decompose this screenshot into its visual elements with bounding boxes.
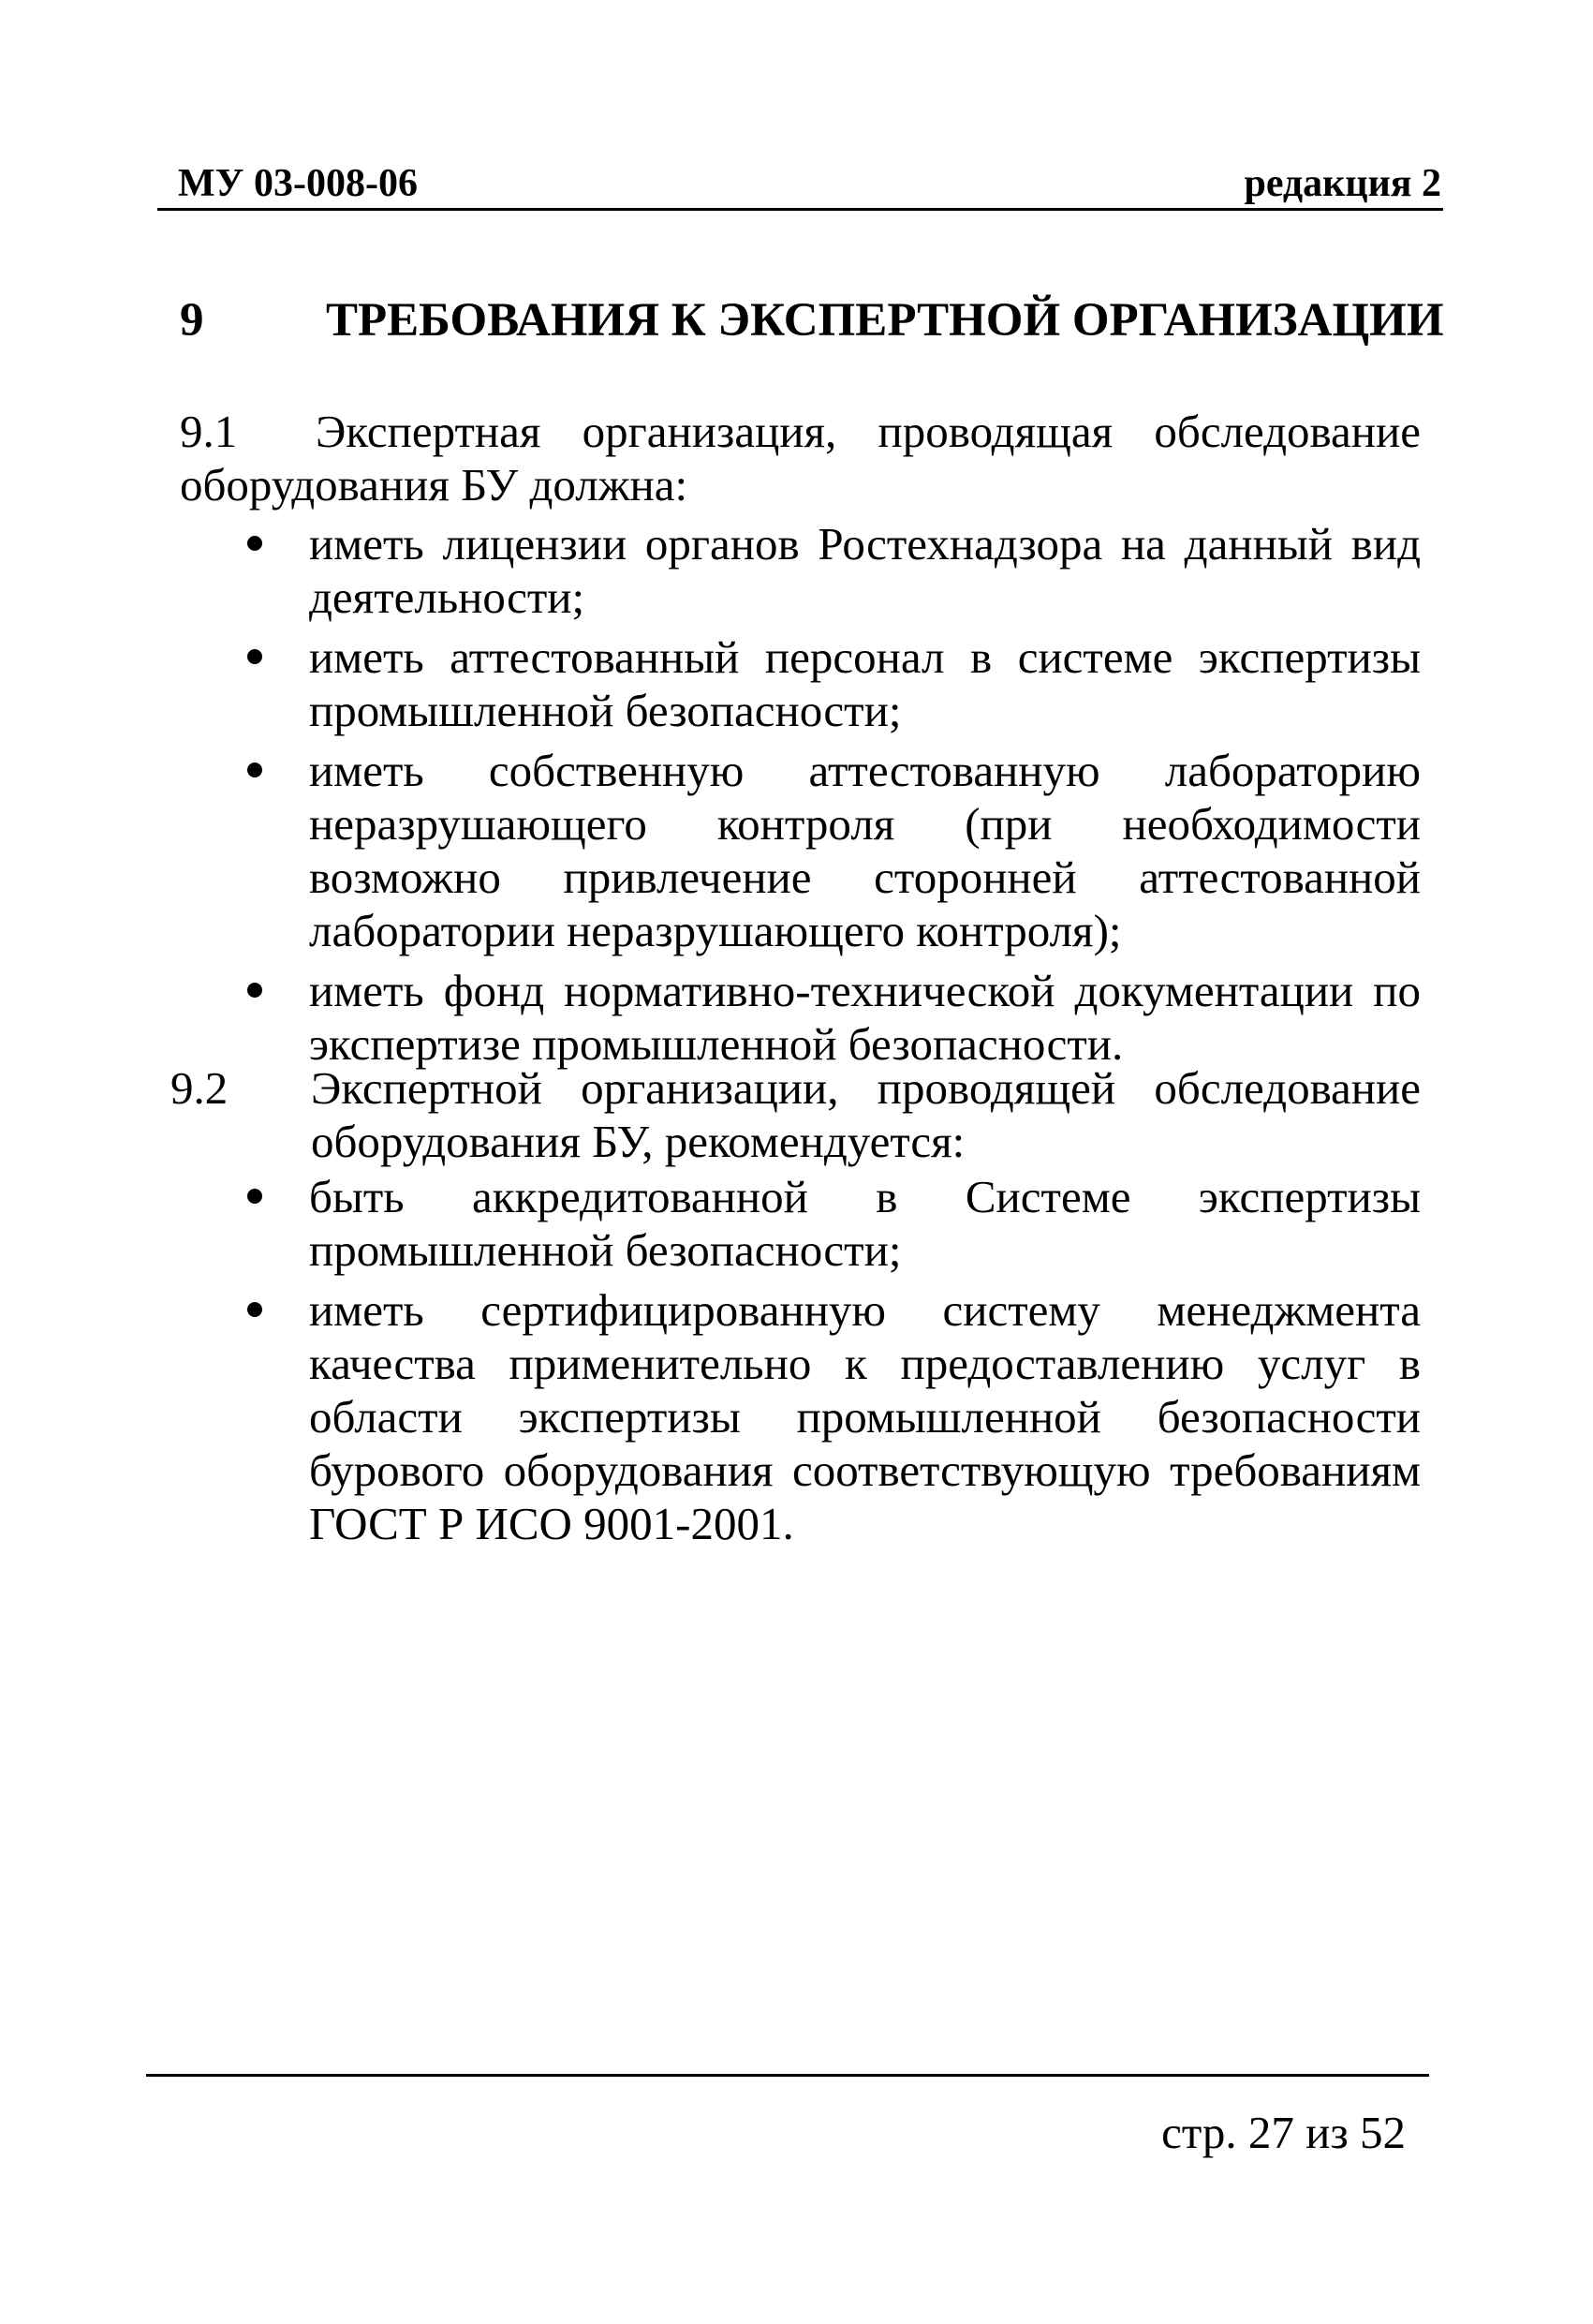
list-item xyxy=(242,1283,1421,1550)
clause-text: Экспертной организации, проводящей обследование оборудования БУ, рекомендуется: xyxy=(311,1062,1421,1167)
bullet-icon xyxy=(247,536,262,551)
list-item xyxy=(242,964,1421,1071)
section-title: ТРЕБОВАНИЯ К ЭКСПЕРТНОЙ ОРГАНИЗАЦИИ xyxy=(326,294,1444,347)
header-divider xyxy=(157,208,1443,211)
list-item-text: иметь сертифицированную систему менеджмента качества применительно к предоставлению услуг в области экспертизы промышленной безопасности бурового оборудования соответствующую требованиям ГОСТ Р ИСО 9001-2001. xyxy=(309,1284,1421,1549)
list-item-text: иметь лицензии органов Ростехнадзора на данный вид деятельности; xyxy=(309,518,1421,623)
bullet-icon xyxy=(247,1189,262,1204)
list-item xyxy=(242,744,1421,957)
bullet-icon xyxy=(247,983,262,998)
list-item-text: быть аккредитованной в Системе экспертизы промышленной безопасности; xyxy=(309,1171,1421,1276)
page-header xyxy=(157,159,1443,210)
list-item-text: иметь аттестованный персонал в системе экспертизы промышленной безопасности; xyxy=(309,631,1421,736)
list-item xyxy=(242,517,1421,624)
section-number: 9 xyxy=(180,294,204,347)
recommendations-list xyxy=(242,1170,1421,1557)
revision-label: редакция 2 xyxy=(1244,162,1441,205)
requirements-list xyxy=(242,517,1421,1077)
list-item-text: иметь собственную аттестованную лабораторию неразрушающего контроля (при необходимости возможно привлечение сторонней аттестованной лаборатории неразрушающего контроля); xyxy=(309,745,1421,956)
bullet-icon xyxy=(247,1302,262,1317)
clause-9-1 xyxy=(180,405,1421,511)
list-item xyxy=(242,1170,1421,1277)
document-code: МУ 03-008-06 xyxy=(178,162,418,205)
clause-number: 9.2 xyxy=(170,1062,229,1114)
list-item-text: иметь фонд нормативно-технической документации по экспертизе промышленной безопасности. xyxy=(309,965,1421,1070)
bullet-icon xyxy=(247,649,262,664)
footer-divider xyxy=(146,2074,1429,2077)
clause-9-2 xyxy=(170,1061,1421,1168)
bullet-icon xyxy=(247,762,262,777)
list-item xyxy=(242,630,1421,737)
page-number: стр. 27 из 52 xyxy=(1161,2107,1406,2158)
clause-text: Экспертная организация, проводящая обследование оборудования БУ должна: xyxy=(180,406,1421,511)
clause-number: 9.1 xyxy=(180,406,238,457)
